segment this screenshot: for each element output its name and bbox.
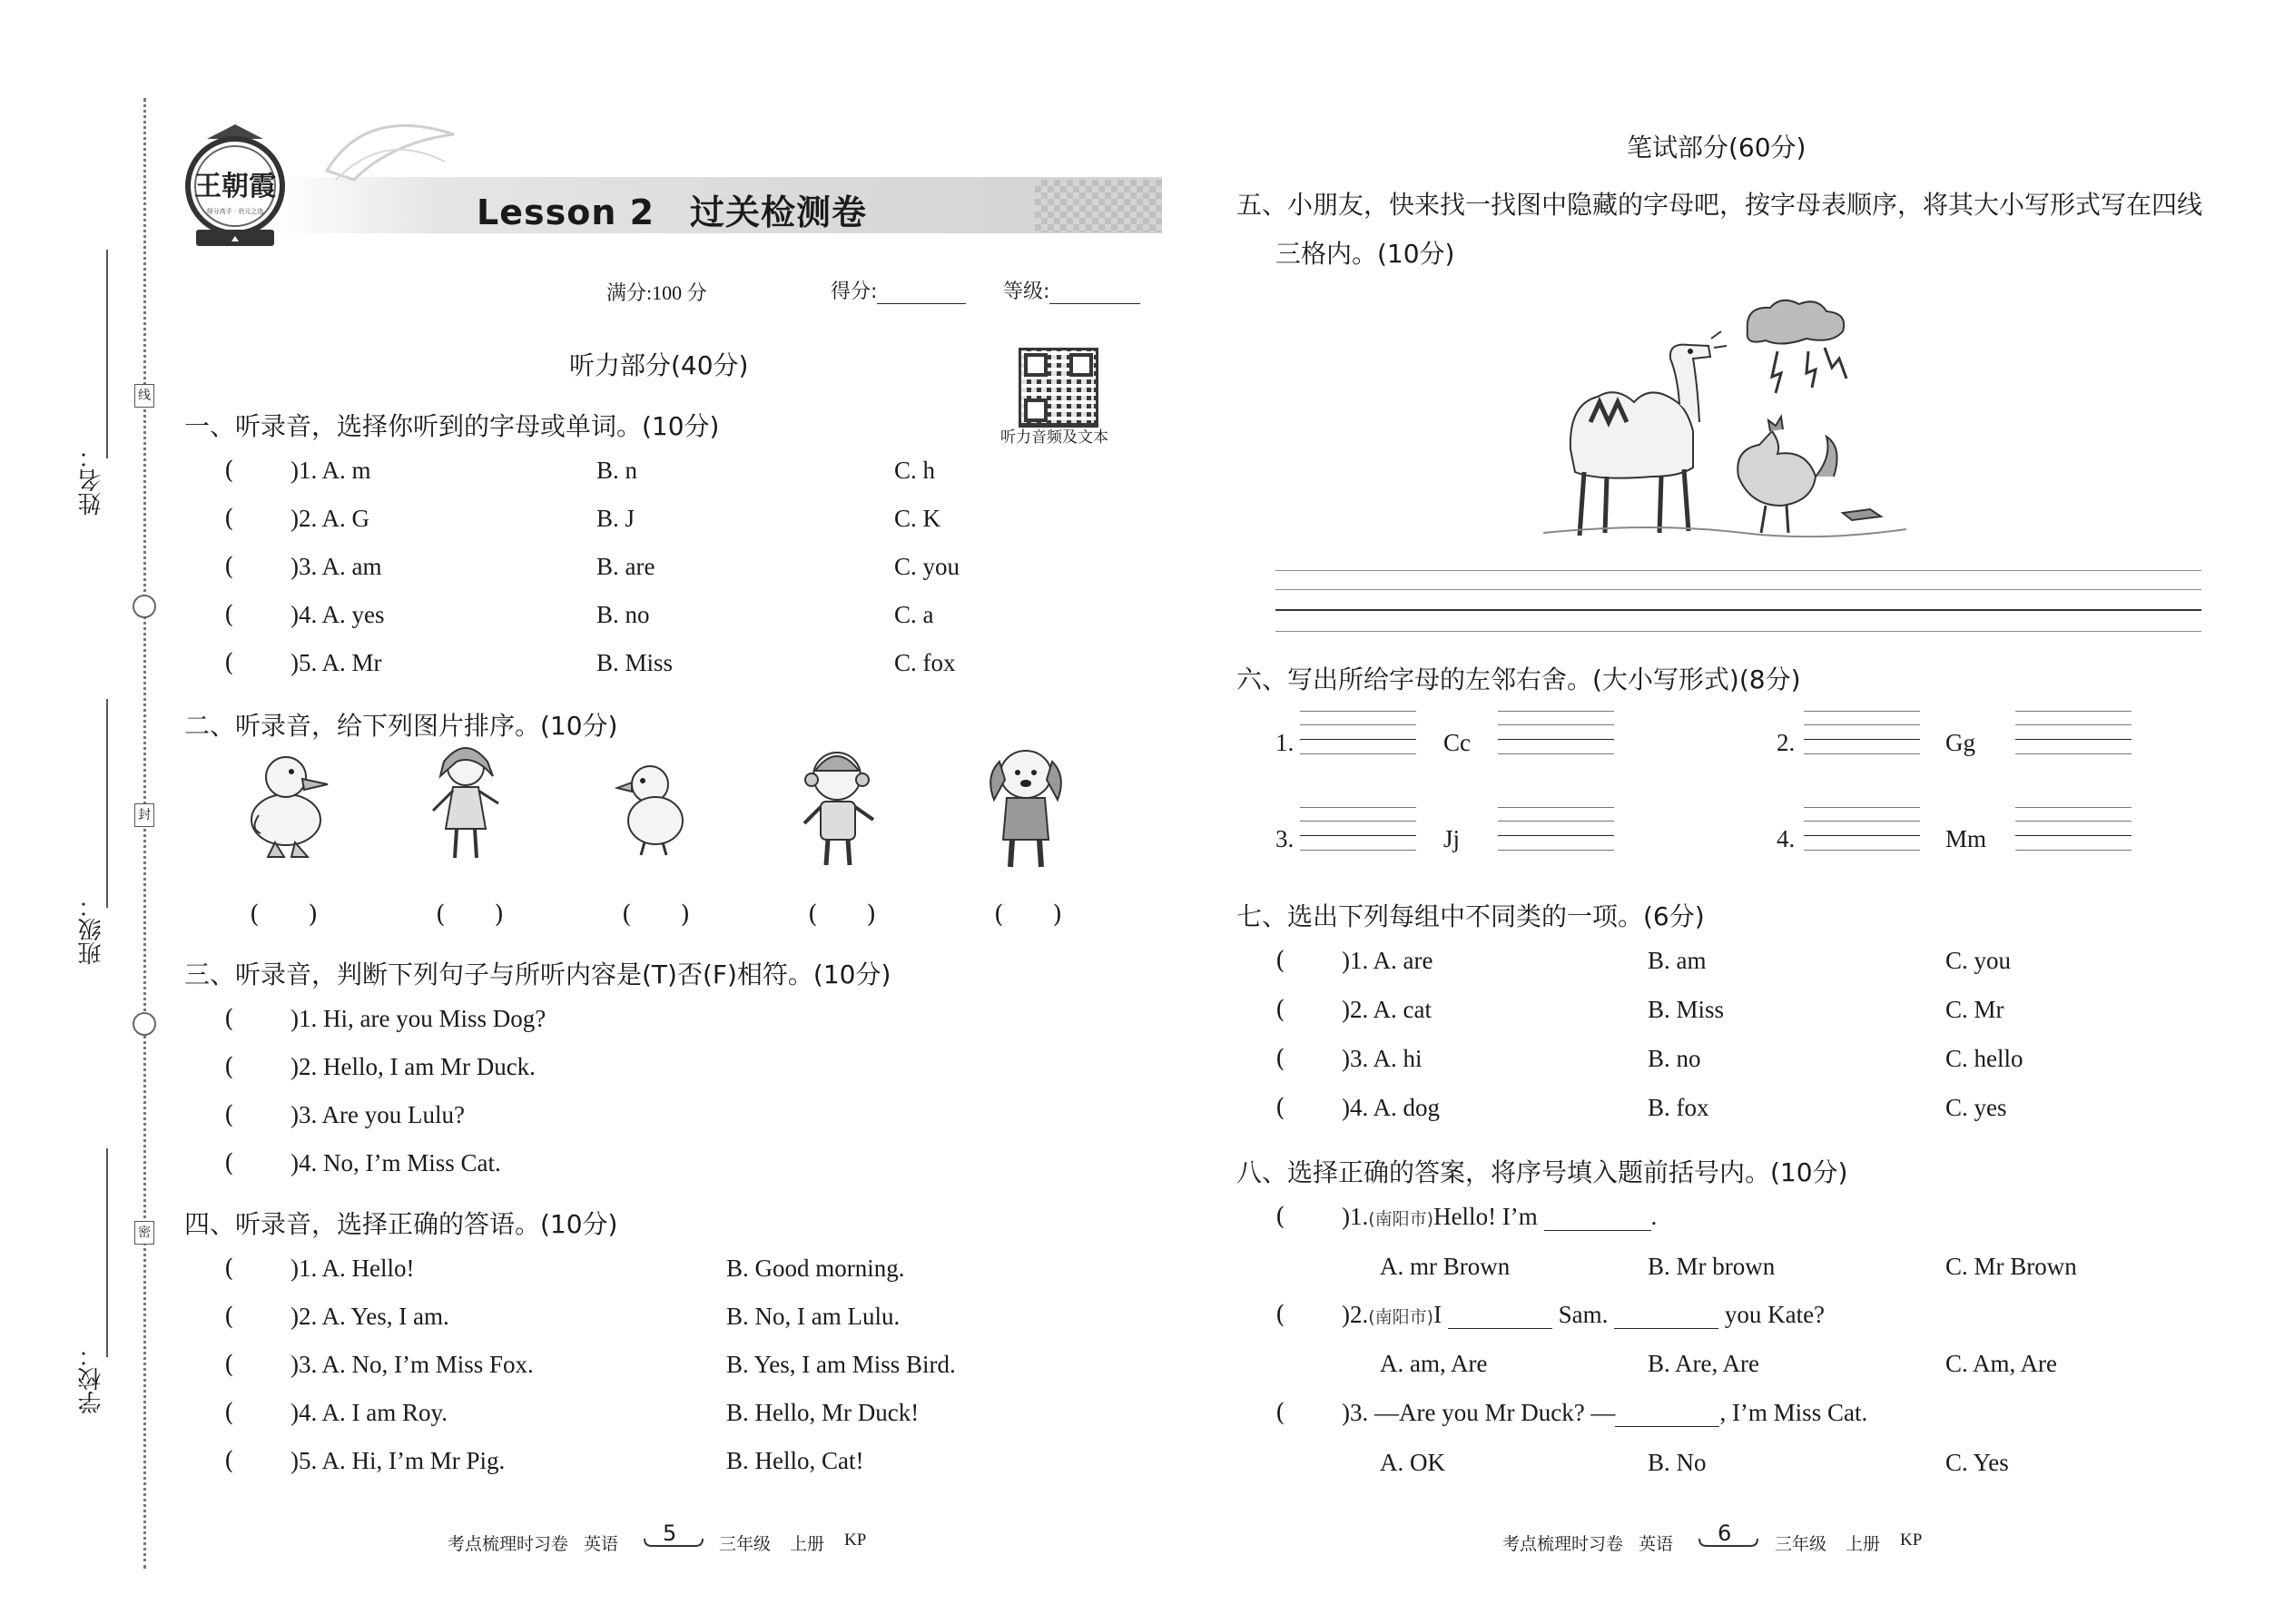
- s8-q2-option-a: A. am, Are: [1380, 1350, 1488, 1377]
- s2-answer-paren-4[interactable]: ( ): [808, 901, 877, 929]
- school-line: [106, 1148, 108, 1357]
- s1-q5-option-c: C. fox: [894, 649, 956, 676]
- s4-q1-option-a: )1. A. Hello!: [290, 1255, 415, 1282]
- s3-paren[interactable]: (: [224, 1005, 234, 1033]
- s7-q4-option-b: B. fox: [1648, 1094, 1709, 1121]
- s6-item2-number: 2.: [1777, 729, 1796, 756]
- s7-q3-option-b: B. no: [1648, 1045, 1701, 1072]
- s4-paren[interactable]: (: [224, 1351, 234, 1379]
- written-section-title: 笔试部分(60分): [1627, 133, 1807, 162]
- score-label: 得分:: [831, 281, 878, 303]
- s3-sentence-3: )3. Are you Lulu?: [290, 1101, 465, 1128]
- s8-q1-text-b: .: [1650, 1203, 1658, 1230]
- robot-boy-picture: [790, 740, 890, 871]
- s8-q2-text-b: Sam.: [1558, 1301, 1609, 1328]
- s1-paren[interactable]: (: [224, 601, 234, 629]
- section7-title: 七、选出下列每组中不同类的一项。(6分): [1236, 901, 1705, 931]
- s6-item3-left-grid[interactable]: [1300, 807, 1416, 851]
- s8-q3-stem: [1342, 1399, 1867, 1427]
- page-number: 5: [663, 1521, 677, 1546]
- class-line: [106, 699, 108, 908]
- s4-q5-option-b: B. Hello, Cat!: [726, 1447, 864, 1474]
- s6-item1-left-grid[interactable]: [1300, 711, 1416, 754]
- footer-subject: 英语: [1639, 1535, 1674, 1554]
- s1-q5-option-b: B. Miss: [596, 649, 674, 676]
- footer-term: 上册: [790, 1535, 825, 1554]
- s8-q1-blank[interactable]: [1544, 1208, 1651, 1231]
- page-number-bracket: [1698, 1537, 1759, 1550]
- s8-q1-option-a: A. mr Brown: [1380, 1253, 1511, 1280]
- section6-title: 六、写出所给字母的左邻右舍。(大小写形式)(8分): [1236, 664, 1801, 694]
- footer-edition: KP: [844, 1530, 867, 1550]
- full-score-text: 满分:100 分: [606, 281, 707, 304]
- s7-paren[interactable]: (: [1275, 1094, 1285, 1122]
- logo-subtext: 得分高手 · 状元之选: [206, 208, 264, 215]
- s8-q2-option-c: C. Am, Are: [1945, 1350, 2058, 1377]
- s4-paren[interactable]: (: [224, 1303, 234, 1331]
- page-number-bracket: [643, 1537, 704, 1550]
- s7-q2-option-b: B. Miss: [1648, 996, 1725, 1023]
- page-number: 6: [1718, 1521, 1732, 1546]
- s8-q3-blank[interactable]: [1615, 1404, 1719, 1427]
- binding-mark-secret: 密: [134, 1221, 154, 1245]
- s8-q3-text-b: , I’m Miss Cat.: [1719, 1399, 1868, 1426]
- binding-hole-icon: [133, 595, 156, 618]
- s6-item3-letter: Jj: [1443, 825, 1461, 852]
- s7-q3-option-a: )3. A. hi: [1342, 1045, 1423, 1072]
- grade-field[interactable]: [1003, 276, 1140, 304]
- section4-title: 四、听录音，选择正确的答语。(10分): [184, 1209, 618, 1239]
- s8-q3-prefix: )3. —Are you Mr Duck? —: [1342, 1399, 1616, 1426]
- s1-q1-option-a: )1. A. m: [290, 457, 371, 484]
- s4-q4-option-b: B. Hello, Mr Duck!: [726, 1399, 920, 1426]
- grade-blank[interactable]: [1049, 280, 1140, 304]
- name-label: 姓名：: [78, 445, 105, 516]
- s8-q1-option-c: C. Mr Brown: [1945, 1253, 2077, 1280]
- s7-q1-option-b: B. am: [1648, 947, 1707, 974]
- score-field[interactable]: [831, 276, 966, 304]
- s7-q4-option-a: )4. A. dog: [1342, 1094, 1440, 1121]
- four-line-writing-area[interactable]: [1275, 570, 2201, 632]
- s6-item3-right-grid[interactable]: [1498, 807, 1614, 851]
- s8-q2-region-tag: (南阳市): [1368, 1307, 1434, 1327]
- listening-section-title: 听力部分(40分): [569, 350, 749, 380]
- s6-item4-right-grid[interactable]: [2015, 807, 2132, 851]
- banner-checker-pattern: [1035, 180, 1162, 232]
- s8-q1-prefix: )1.: [1342, 1203, 1369, 1230]
- s1-paren[interactable]: (: [224, 505, 234, 533]
- s1-paren[interactable]: (: [224, 553, 234, 581]
- s7-q2-option-c: C. Mr: [1945, 996, 2004, 1023]
- s1-q3-option-a: )3. A. am: [290, 553, 382, 580]
- s4-paren[interactable]: (: [224, 1399, 234, 1427]
- s8-q1-stem: [1342, 1203, 1657, 1231]
- s1-paren[interactable]: (: [224, 457, 234, 485]
- s8-q3-option-a: A. OK: [1380, 1449, 1445, 1476]
- s3-paren[interactable]: (: [224, 1053, 234, 1081]
- s4-q3-option-b: B. Yes, I am Miss Bird.: [726, 1351, 956, 1378]
- girl-picture: [420, 740, 511, 867]
- s8-q2-blank-2[interactable]: [1614, 1306, 1718, 1329]
- grade-label: 等级:: [1003, 281, 1050, 303]
- s8-q2-option-b: B. Are, Are: [1648, 1350, 1759, 1377]
- s6-item4-letter: Mm: [1945, 825, 1987, 852]
- s4-q4-option-a: )4. A. I am Roy.: [290, 1399, 448, 1426]
- s2-answer-paren-3[interactable]: ( ): [622, 901, 691, 929]
- section8-title: 八、选择正确的答案，将序号填入题前括号内。(10分): [1236, 1157, 1848, 1187]
- s8-q1-region-tag: (南阳市): [1368, 1209, 1434, 1229]
- s4-q2-option-b: B. No, I am Lulu.: [726, 1303, 901, 1330]
- s3-sentence-4: )4. No, I’m Miss Cat.: [290, 1149, 501, 1176]
- s1-q1-option-c: C. h: [894, 457, 936, 484]
- ribbon-decoration: [318, 107, 463, 189]
- s6-item3-number: 3.: [1275, 825, 1295, 852]
- s7-q4-option-c: C. yes: [1945, 1094, 2007, 1121]
- s1-paren[interactable]: (: [224, 649, 234, 677]
- s6-item2-left-grid[interactable]: [1804, 711, 1920, 754]
- footer-subject: 英语: [584, 1535, 619, 1554]
- s8-q3-option-c: C. Yes: [1945, 1449, 2009, 1476]
- qr-caption: 听力音频及文本: [1000, 428, 1108, 447]
- s8-q2-text-a: I: [1433, 1301, 1442, 1328]
- brand-logo-icon: [180, 123, 290, 254]
- s8-q1-option-b: B. Mr brown: [1648, 1253, 1776, 1280]
- footer-series: 考点梳理时习卷: [1502, 1535, 1624, 1554]
- s6-item4-number: 4.: [1777, 825, 1796, 852]
- s8-q2-blank-1[interactable]: [1448, 1306, 1552, 1329]
- s1-q3-option-b: B. are: [596, 553, 655, 580]
- s1-q2-option-b: B. J: [596, 505, 635, 532]
- camel-rooster-hidden-letters-picture: [1543, 295, 1906, 554]
- s6-item1-right-grid[interactable]: [1498, 711, 1614, 754]
- s7-paren[interactable]: (: [1275, 1045, 1285, 1073]
- s6-item4-left-grid[interactable]: [1804, 807, 1920, 851]
- s1-q4-option-c: C. a: [894, 601, 934, 628]
- footer-edition: KP: [1900, 1530, 1923, 1550]
- binding-dotted-line: [143, 98, 146, 1569]
- s6-item2-letter: Gg: [1945, 729, 1975, 756]
- s6-item1-number: 1.: [1275, 729, 1295, 756]
- s2-answer-paren-2[interactable]: ( ): [436, 901, 505, 929]
- s8-q2-text-c: you Kate?: [1724, 1301, 1826, 1328]
- s4-q1-option-b: B. Good morning.: [726, 1255, 905, 1282]
- s1-q3-option-c: C. you: [894, 553, 960, 580]
- s7-paren[interactable]: (: [1275, 947, 1285, 975]
- s1-q2-option-a: )2. A. G: [290, 505, 369, 532]
- s2-answer-paren-1[interactable]: ( ): [250, 901, 319, 929]
- s3-sentence-2: )2. Hello, I am Mr Duck.: [290, 1053, 536, 1080]
- s8-q2-stem: [1342, 1301, 1825, 1329]
- s1-q1-option-b: B. n: [596, 457, 638, 484]
- s3-paren[interactable]: (: [224, 1101, 234, 1129]
- s2-answer-paren-5[interactable]: ( ): [994, 901, 1063, 929]
- name-line: [106, 250, 108, 458]
- s1-q2-option-c: C. K: [894, 505, 941, 532]
- s8-paren[interactable]: (: [1275, 1301, 1285, 1329]
- dog-picture: [976, 740, 1076, 871]
- s6-item2-right-grid[interactable]: [2015, 711, 2132, 754]
- duck-picture: [241, 743, 340, 861]
- score-blank[interactable]: [877, 280, 966, 304]
- page-title: Lesson 2 过关检测卷: [477, 192, 868, 232]
- s7-q2-option-a: )2. A. cat: [1342, 996, 1432, 1023]
- section1-title: 一、听录音，选择你听到的字母或单词。(10分): [184, 411, 720, 441]
- s4-paren[interactable]: (: [224, 1255, 234, 1283]
- footer-grade: 三年级: [719, 1535, 772, 1554]
- footer-grade: 三年级: [1775, 1535, 1827, 1554]
- s1-q4-option-a: )4. A. yes: [290, 601, 385, 628]
- s7-q1-option-a: )1. A. are: [1342, 947, 1433, 974]
- s1-q5-option-a: )5. A. Mr: [290, 649, 382, 676]
- qr-code[interactable]: [1019, 348, 1098, 428]
- logo-text: 王朝霞: [194, 171, 276, 202]
- s3-paren[interactable]: (: [224, 1149, 234, 1177]
- section5-title-line1: 五、小朋友，快来找一找图中隐藏的字母吧，按字母表顺序，将其大小写形式写在四线: [1236, 190, 2203, 220]
- footer-series: 考点梳理时习卷: [448, 1535, 569, 1554]
- s7-q1-option-c: C. you: [1945, 947, 2012, 974]
- footer-term: 上册: [1846, 1535, 1881, 1554]
- binding-mark-seal: 封: [134, 803, 154, 827]
- s4-q2-option-a: )2. A. Yes, I am.: [290, 1303, 449, 1330]
- binding-mark-line: 线: [134, 384, 154, 408]
- s4-q5-option-a: )5. A. Hi, I’m Mr Pig.: [290, 1447, 506, 1474]
- s7-q3-option-c: C. hello: [1945, 1045, 2023, 1072]
- s3-sentence-1: )1. Hi, are you Miss Dog?: [290, 1005, 546, 1032]
- class-label: 班级：: [78, 894, 105, 965]
- s8-q3-option-b: B. No: [1648, 1449, 1707, 1476]
- s1-q4-option-b: B. no: [596, 601, 650, 628]
- section2-title: 二、听录音，给下列图片排序。(10分): [184, 711, 618, 741]
- chick-picture: [610, 755, 692, 860]
- s8-q1-text-a: Hello! I’m: [1433, 1203, 1538, 1230]
- s8-paren[interactable]: (: [1275, 1203, 1285, 1231]
- s4-paren[interactable]: (: [224, 1447, 234, 1475]
- s8-paren[interactable]: (: [1275, 1399, 1285, 1427]
- s8-q2-prefix: )2.: [1342, 1301, 1369, 1328]
- section3-title: 三、听录音，判断下列句子与所听内容是(T)否(F)相符。(10分): [184, 960, 891, 989]
- s7-paren[interactable]: (: [1275, 996, 1285, 1024]
- section5-title-line2: 三格内。(10分): [1275, 239, 1455, 269]
- s4-q3-option-a: )3. A. No, I’m Miss Fox.: [290, 1351, 534, 1378]
- school-label: 学校：: [78, 1343, 105, 1414]
- s6-item1-letter: Cc: [1443, 729, 1471, 756]
- binding-hole-icon: [133, 1012, 156, 1036]
